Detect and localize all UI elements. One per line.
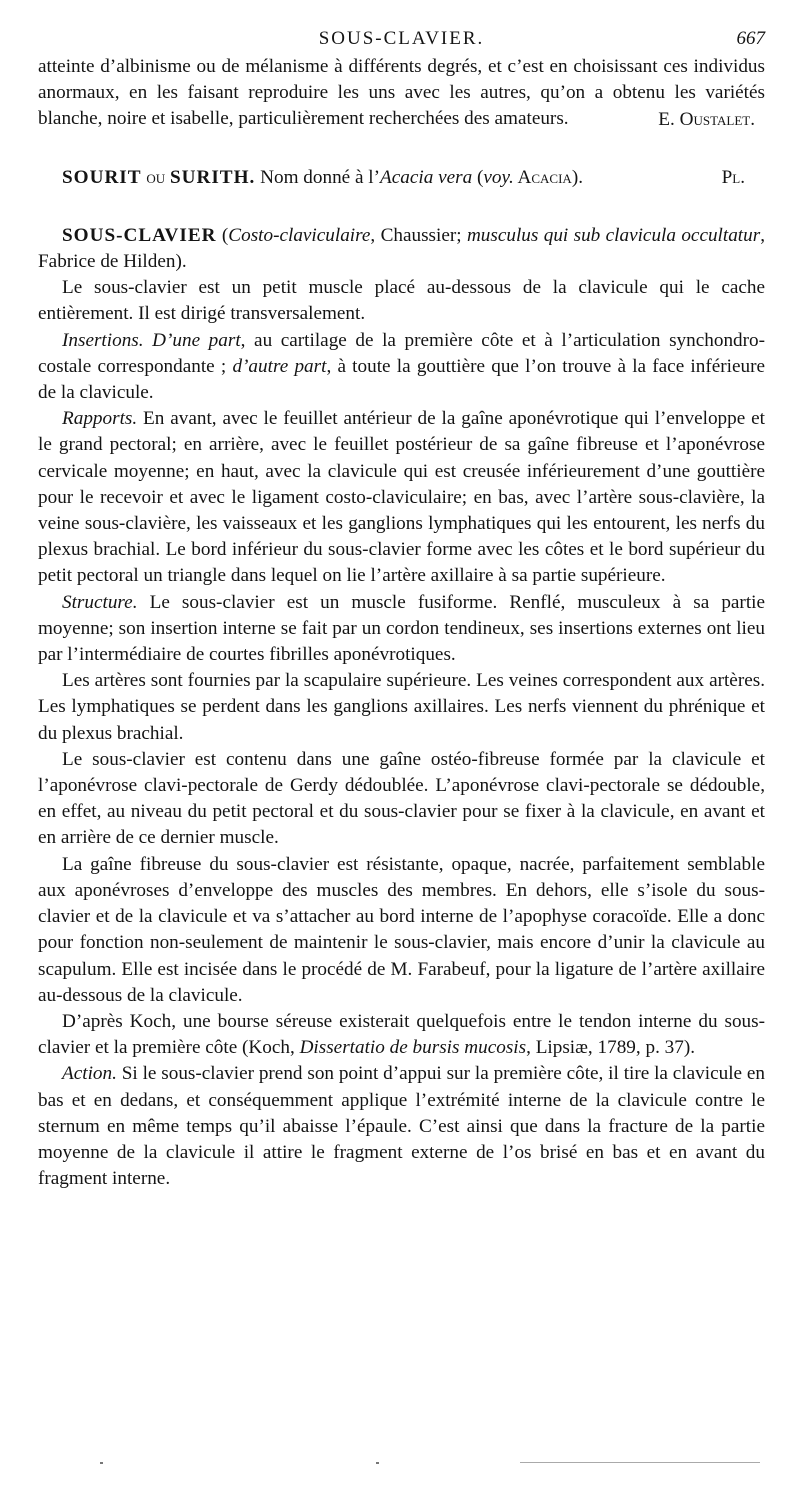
sourit-signature: Pl.: [721, 166, 745, 188]
vessels-paragraph: Les artères sont fournies par la scapulaire supérieure. Les veines correspondent aux artères. Les lymphatiques se perdent dans les ganglions axillaires. Les nerfs viennent du phrénique et du plexus brachial.: [38, 670, 765, 744]
structure-paragraph: [38, 590, 765, 669]
action-paragraph: [38, 1061, 765, 1192]
signature-initial: E.: [658, 108, 680, 130]
bleed-mark: [376, 1462, 379, 1464]
gaine-paragraph-2: [38, 852, 765, 1009]
insertions-paragraph: [38, 328, 765, 407]
koch-text-2: , Lipsiæ, 1789, p. 37).: [526, 1037, 696, 1059]
document-page: [38, 28, 765, 1192]
sourit-text-1: Nom donné à l’: [255, 166, 381, 188]
action-text: Si le sous-clavier prend son point d’appui sur la première côte, il tire la clavicule en bas et en dedans, et conséquemment applique l’extrémité interne de la clavicule contre le sternum en même temps qu’il abaisse l’épaule. C’est ainsi que dans la fracture de la partie moyenne de la clavicule il attire le fragment externe de l’os brisé en bas et en avant du fragment interne.: [38, 1063, 765, 1190]
sourit-voy: voy.: [483, 166, 514, 188]
structure-label: Structure.: [62, 591, 138, 613]
intro-paragraph: Le sous-clavier est un petit muscle placé au-dessous de la clavicule qui le cache entièrement. Il est dirigé transversalement.: [38, 277, 765, 325]
synonym-2: musculus qui sub clavicula occultatur: [466, 224, 761, 246]
gaine-paragraph-1: Le sous-clavier est contenu dans une gaîne ostéo-fibreuse formée par la clavicule et l’aponévrose clavi-pectorale de Gerdy dédoublée. L’aponévrose clavi-pectorale se dédouble, en effet, au niveau du petit pectoral et du sous-clavier pour se fixer à la clavicule, en avant et en arrière de ce dernier muscle.: [38, 748, 765, 849]
gaine2-author: M. Farabeuf: [390, 958, 486, 980]
running-title: SOUS-CLAVIER.: [318, 28, 485, 49]
gaine2-text-2: , pour la ligature de l’artère axillaire au-dessous de la clavicule.: [38, 958, 766, 1006]
sourit-line: [62, 165, 583, 191]
bleed-mark: [100, 1462, 103, 1464]
insertions-part1-text: , au cartilage de la première côte et à l’articulation synchondro-costale correspondante ;: [38, 329, 766, 377]
synonym-1: Costo-claviculaire: [228, 224, 371, 246]
rapports-label: Rapports.: [62, 408, 138, 430]
insertions-part1-label: D’une part: [152, 329, 241, 351]
gaine2-text-1: La gaîne fibreuse du sous-clavier est résistante, opaque, nacrée, parfaitement semblable aux aponévroses d’enveloppe des muscles des membres. En dehors, elle s’isole du sous-clavier et de la clavicule et va s’attacher au bord interne de l’apophyse coracoïde. Elle a donc pour fonction non-seulement de maintenir le sous-clavier, mais encore d’unir la clavicule au scapulum. Elle est incisée dans le procédé de: [38, 853, 765, 980]
insertions-part2-label: d’autre part: [232, 355, 327, 377]
page-header: [38, 28, 765, 54]
sous-clavier-headword: SOUS-CLAVIER: [62, 224, 217, 246]
action-label: Action.: [62, 1063, 117, 1085]
koch-title: Dissertatio de bursis mucosis: [299, 1037, 527, 1059]
rapports-text: En avant, avec le feuillet antérieur de la gaîne aponévrotique qui l’enveloppe et le grand pectoral; en arrière, avec le feuillet postérieur de sa gaîne fibreuse et l’aponévrose cervicale moyenne; en haut, avec la clavicule qui est creusée inférieurement d’une gouttière pour le recevoir et avec le ligament costo-claviculaire; en bas, avec l’artère sous-clavière, la veine sous-clavière, les vaisseaux et les ganglions lymphatiques qui les entourent, les nerfs du plexus brachial. Le bord inférieur du sous-clavier forme avec les côtes et le bord supérieur du petit pectoral un triangle dans lequel on lie l’artère axillaire à sa partie supérieure.: [38, 408, 765, 587]
oustalet-paragraph: atteinte d’albinisme ou de mélanisme à différents degrés, et c’est en choisissant ces individus anormaux, en les faisant reproduire les uns avec les autres, qu’on a obtenu les variétés blanche, noire et isabelle, particulièrement recherchées des amateurs.: [38, 56, 765, 130]
sourit-headword: SOURIT: [62, 166, 142, 188]
rapports-paragraph: [38, 406, 765, 589]
bleed-through-marks: [100, 1462, 760, 1468]
synonym-2-author: , Fabrice de Hilden).: [38, 224, 765, 273]
sourit-entry: [38, 165, 765, 191]
insertions-label: Insertions.: [62, 329, 144, 351]
sourit-italic-name: Acacia vera: [380, 166, 473, 188]
sous-clavier-heading-paragraph: [38, 223, 765, 275]
synonym-1-author: , Chaussier;: [370, 224, 467, 246]
surith-headword: SURITH.: [169, 166, 256, 188]
insertions-part2-text: , à toute la gouttière que l’on trouve à la face inférieure de la clavicule.: [38, 355, 765, 404]
koch-paragraph: [38, 1009, 765, 1061]
koch-text-1: D’après Koch, une bourse séreuse existerait quelquefois entre le tendon interne du sous-clavier et la première côte (Koch,: [38, 1010, 765, 1059]
page-number: 667: [736, 28, 765, 49]
sourit-text-2: (: [472, 166, 484, 188]
sourit-xref: Acacia: [513, 166, 572, 188]
sourit-text-3: ).: [571, 166, 583, 188]
bleed-mark: [520, 1462, 760, 1463]
open-paren: (: [216, 224, 229, 246]
signature-name: Oustalet.: [679, 108, 755, 130]
sourit-connector: ou: [141, 166, 170, 188]
structure-text: Le sous-clavier est un muscle fusiforme. Renflé, musculeux à sa partie moyenne; son insertion interne se fait par un cordon tendineux, ses insertions externes ont lieu par l’intermédiaire de courtes fibrilles aponévrotiques.: [38, 591, 765, 666]
